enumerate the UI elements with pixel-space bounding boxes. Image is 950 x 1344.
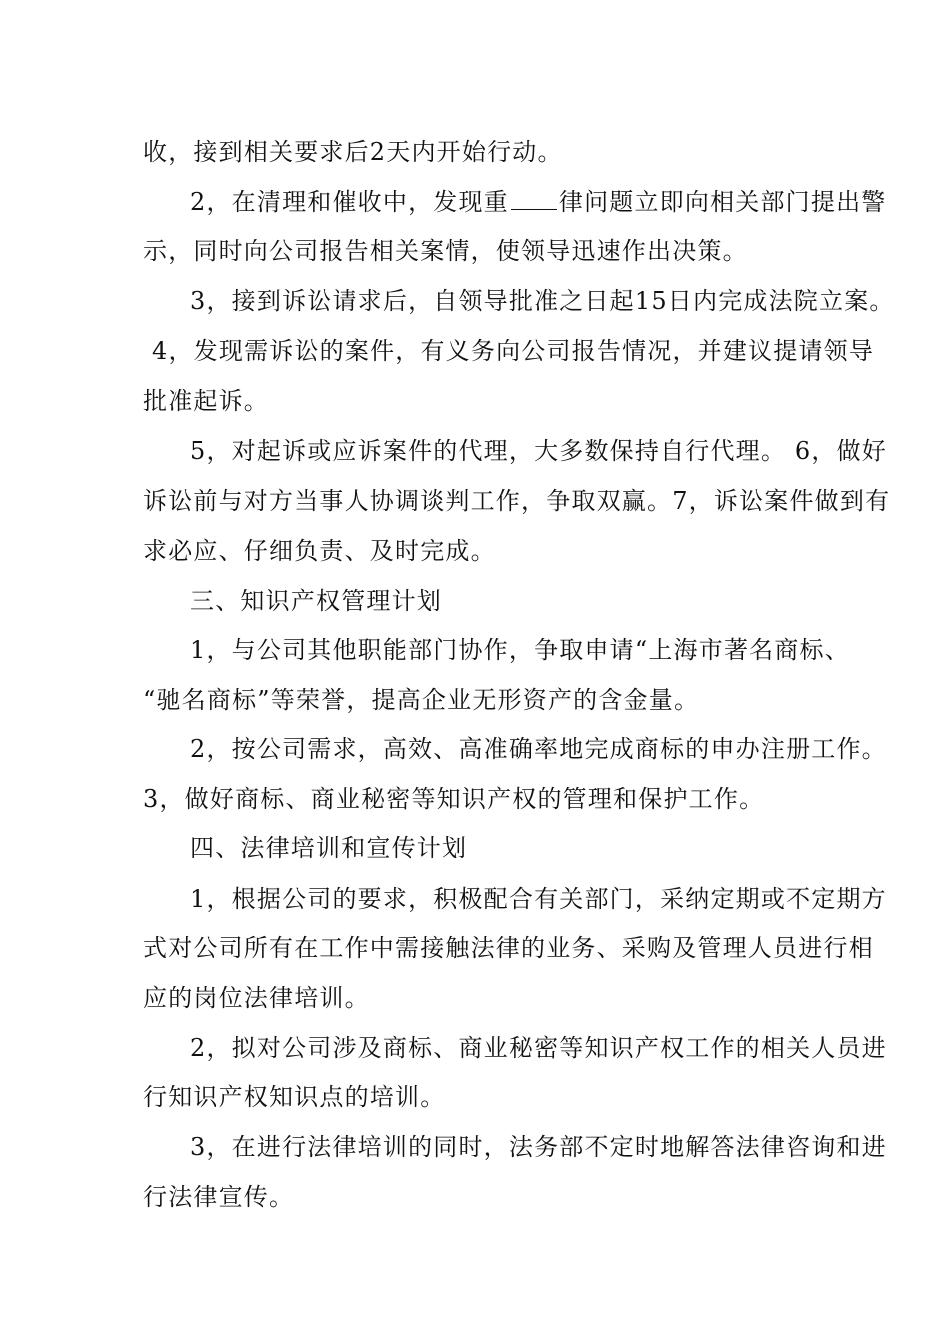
- text-line: 3，在进行法律培训的同时，法务部不定时地解答法律咨询和进: [190, 1133, 887, 1161]
- text-line: 行知识产权知识点的培训。: [143, 1083, 446, 1111]
- text-line: 示，同时向公司报告相关案情，使领导迅速作出决策。: [143, 237, 748, 265]
- text-line: 2，拟对公司涉及商标、商业秘密等知识产权工作的相关人员进: [190, 1034, 887, 1062]
- text-line: 4，发现需诉讼的案件，有义务向公司报告情况，并建议提请领导: [152, 337, 875, 365]
- text-line: 2，按公司需求，高效、高准确率地完成商标的申办注册工作。: [190, 735, 887, 763]
- text-line: “驰名商标”等荣誉，提高企业无形资产的含金量。: [143, 686, 700, 714]
- text-line: 批准起诉。: [143, 387, 269, 415]
- text-fragment: 律问题立即向相关部门提出警: [558, 188, 887, 216]
- text-line: 3，做好商标、商业秘密等知识产权的管理和保护工作。: [143, 785, 765, 813]
- text-line: 求必应、仔细负责、及时完成。: [143, 537, 496, 565]
- fill-in-blank: [511, 189, 557, 210]
- text-line: 诉讼前与对方当事人协调谈判工作，争取双赢。7，诉讼案件做到有: [143, 487, 891, 515]
- text-line: 1，根据公司的要求，积极配合有关部门，采纳定期或不定期方: [190, 885, 887, 913]
- text-line: 1，与公司其他职能部门协作，争取申请“上海市著名商标、: [190, 636, 850, 664]
- text-line: 式对公司所有在工作中需接触法律的业务、采购及管理人员进行相: [143, 934, 874, 962]
- text-fragment: 2，在清理和催收中，发现重: [190, 188, 509, 216]
- text-line: 收，接到相关要求后2天内开始行动。: [143, 138, 563, 166]
- section-heading: 三、知识产权管理计划: [190, 587, 442, 615]
- text-line: 应的岗位法律培训。: [143, 984, 370, 1012]
- text-line-with-blank: [190, 187, 886, 217]
- text-line: 行法律宣传。: [143, 1183, 295, 1211]
- text-line: 3，接到诉讼请求后，自领导批准之日起15日内完成法院立案。: [190, 287, 895, 315]
- section-heading: 四、法律培训和宣传计划: [190, 834, 468, 862]
- text-line: 5，对起诉或应诉案件的代理，大多数保持自行代理。 6，做好: [190, 437, 887, 465]
